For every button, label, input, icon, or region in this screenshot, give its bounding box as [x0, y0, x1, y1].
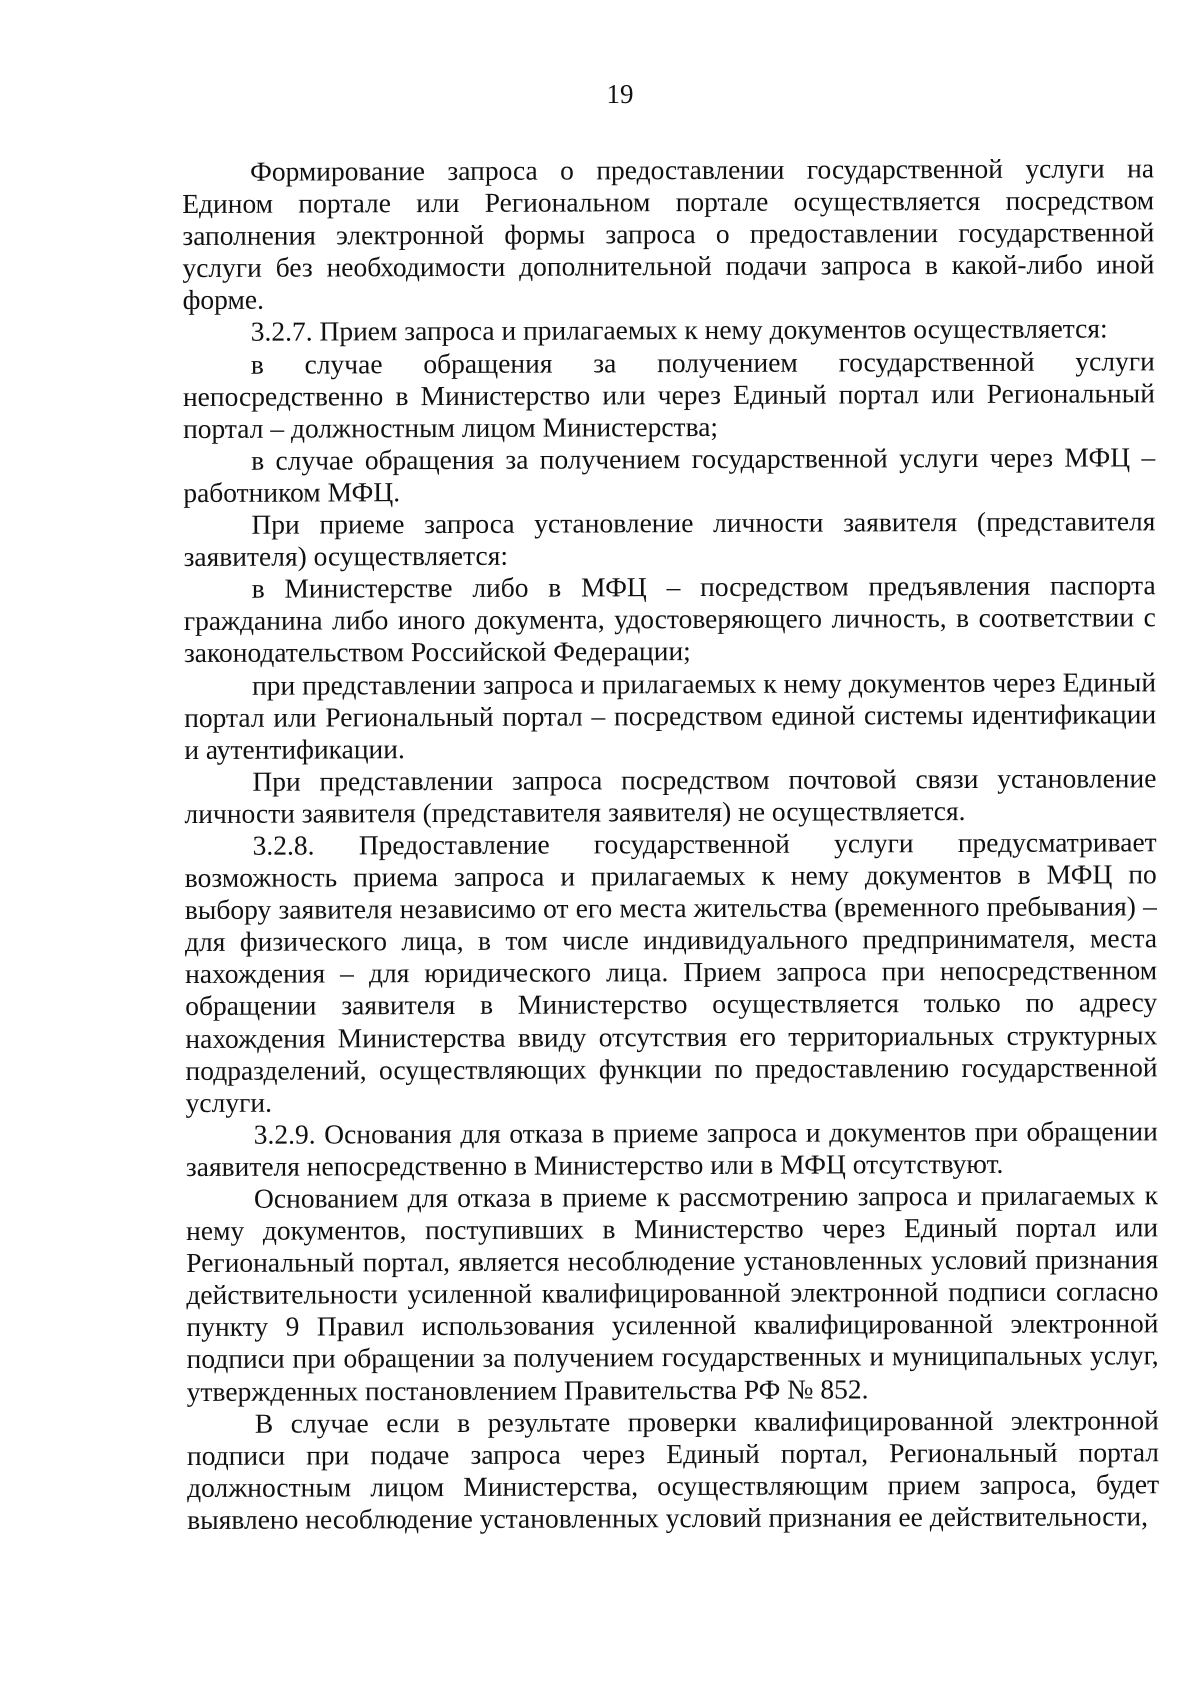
paragraph-3-2-9: 3.2.9. Основания для отказа в приеме запроса и документов при обращении заявителя непосредственно в Министерство или в МФЦ отсутствуют.: [185, 1115, 1158, 1182]
document-body: [182, 152, 1159, 1536]
paragraph-postal: При представлении запроса посредством почтовой связи установление личности заявителя (представителя заявителя) не осуществляется.: [184, 762, 1157, 829]
paragraph-refusal-grounds: Основанием для отказа в приеме к рассмотрению запроса и прилагаемых к нему документов, поступивших в Министерство через Единый портал или Региональный портал, является несоблюдение установленных условий признания действительности усиленной квалифицированной электронной подписи согласно пункту 9 Правил использования усиленной квалифицированной электронной подписи при обращении за получением государственных и муниципальных услуг, утвержденных постановлением Правительства РФ № 852.: [186, 1179, 1159, 1407]
paragraph-3-2-8: 3.2.8. Предоставление государственной услуги предусматривает возможность приема запроса и прилагаемых к нему документов в МФЦ по выбору заявителя независимо от его места жительства (временного пребывания) – для физического лица, в том числе индивидуального предпринимателя, места нахождения – для юридического лица. Прием запроса при непосредственном обращении заявителя в Министерство осуществляется только по адресу нахождения Министерства ввиду отсутствия его территориальных структурных подразделений, осуществляющих функции по предоставлению государственной услуги.: [184, 826, 1158, 1118]
paragraph-identity-passport: в Министерстве либо в МФЦ – посредством предъявления паспорта гражданина либо иного документа, удостоверяющего личность, в соответствии с законодательством Российской Федерации;: [183, 569, 1156, 669]
paragraph-3-2-7: 3.2.7. Прием запроса и прилагаемых к нему документов осуществляется:: [250, 312, 1108, 348]
paragraph-ministry-reception: в случае обращения за получением государственной услуги непосредственно в Министерство или через Единый портал или Региональный портал – должностным лицом Министерства;: [182, 344, 1155, 444]
paragraph-identity-check: При приеме запроса установление личности заявителя (представителя заявителя) осуществляется:: [183, 505, 1156, 573]
paragraph-mfc-reception: в случае обращения за получением государственной услуги через МФЦ – работником МФЦ.: [183, 441, 1156, 508]
paragraph-request-formation: Формирование запроса о предоставлении государственной услуги на Едином портале или Региональном портале осуществляется посредством заполнения электронной формы запроса о предоставлении государственной услуги без необходимости дополнительной подачи запроса в какой-либо иной форме.: [182, 152, 1155, 316]
page-number: 19: [606, 79, 634, 109]
paragraph-identity-esia: при представлении запроса и прилагаемых к нему документов через Единый портал или Региональный портал – посредством единой системы идентификации и аутентификации.: [184, 665, 1157, 765]
paragraph-signature-check: В случае если в результате проверки квалифицированной электронной подписи при подаче запроса через Единый портал, Региональный портал должностным лицом Министерства, осуществляющим прием запроса, будет выявлено несоблюдение установленных условий признания ее действительности,: [186, 1403, 1160, 1535]
